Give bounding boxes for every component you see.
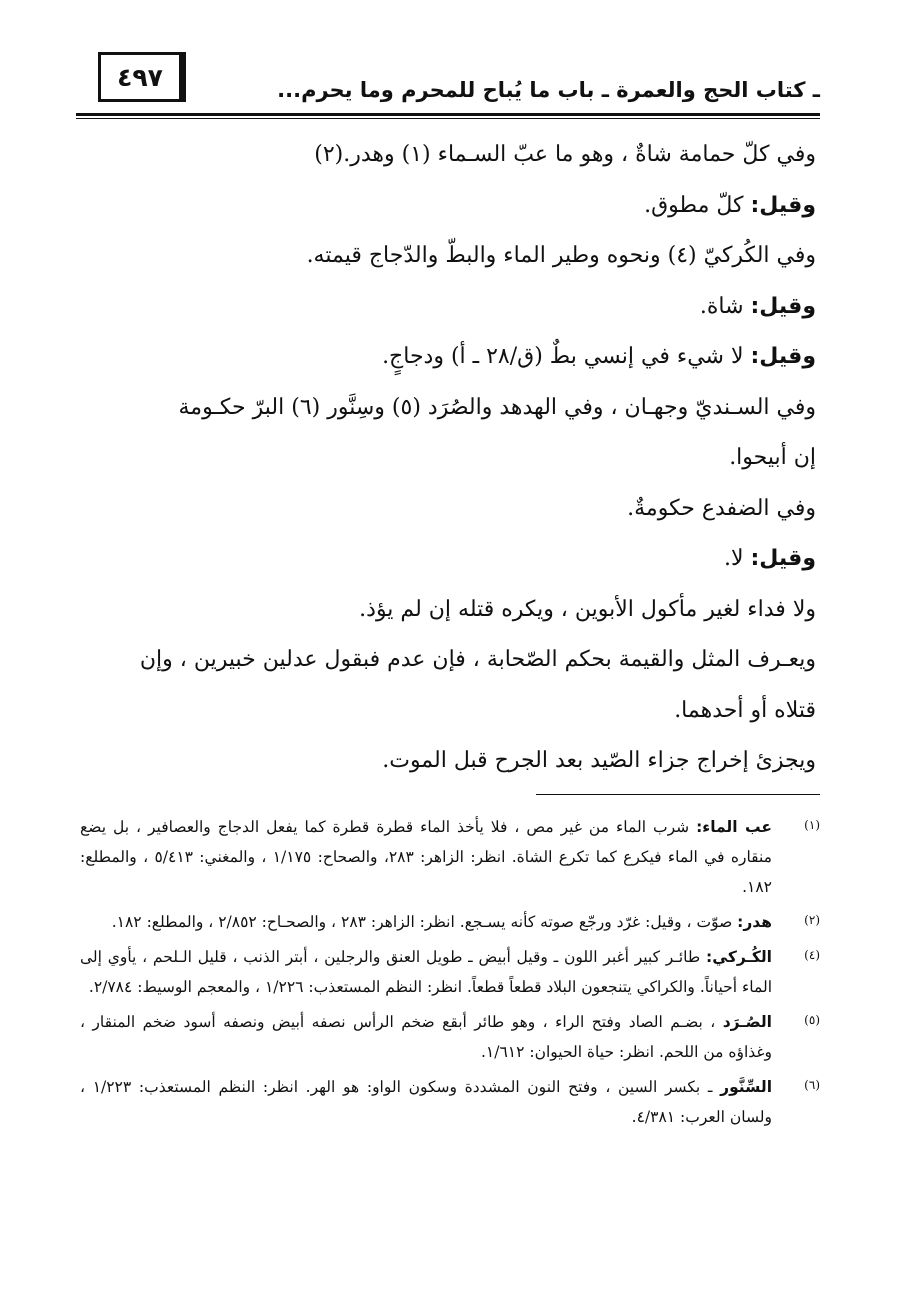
- footnote: [80, 907, 824, 937]
- footnote-number: (٦): [804, 1078, 820, 1092]
- footnote: [80, 1007, 824, 1067]
- running-header-title: ـ كتاب الحج والعمرة ـ باب ما يُباح للمحرم وما يحرم...: [277, 78, 820, 102]
- footnote-text: الكُـركي: طائـر كبير أغبر اللون ـ وقيل أبيض ـ طويل العنق والرجلين ، أبتر الذنب ، قليل الـلحم ، يأوي إلى الماء أحياناً. والكراكي يتنجعون البلاد قطعاً قطعاً. انظر: النظم المستعذب: ١/٢٢٦ ، والمعجم الوسيط: ٢/٧٨٤.: [80, 948, 772, 996]
- footnote-text: السِّنَّور ـ بكسر السين ، وفتح النون المشددة وسكون الواو: هو الهر. انظر: النظم المستعذب: ١/٢٢٣ ، ولسان العرب: ٤/٣٨١.: [80, 1078, 773, 1126]
- footnotes: [80, 812, 824, 1137]
- page-number-box: [98, 52, 182, 102]
- footnote-number: (٥): [804, 1013, 820, 1027]
- paragraph: وفي كلّ حمامة شاةٌ ، وهو ما عبّ السـماء (١) وهدر.(٢): [314, 142, 816, 167]
- paragraph: وقيل: لا شيء في إنسي بطٌ (ق/٢٨ ـ أ) ودجاجٍ.: [382, 344, 816, 369]
- paragraph: وفي الضفدع حكومةٌ.: [627, 495, 816, 521]
- footnote-text: هدر: صوّت ، وقيل: غرّد ورجّع صوته كأنه يسـجع. انظر: الزاهر: ٢٨٣ ، والصحـاح: ٢/٨٥٢ ، والمطلع: ١٨٢.: [111, 913, 772, 931]
- footnote: [80, 812, 824, 902]
- paragraph: قتلاه أو أحدهما.: [674, 697, 816, 723]
- paragraph: ويجزئ إخراج جزاء الصّيد بعد الجرح قبل الموت.: [382, 748, 816, 773]
- paragraph: ويعـرف المثل والقيمة بحكم الصّحابة ، فإن عدم فبقول عدلين خبيرين ، وإن: [139, 647, 816, 672]
- footnote: [80, 942, 824, 1002]
- paragraph: وقيل: شاة.: [699, 293, 816, 319]
- paragraph: وفي الكُركيّ (٤) ونحوه وطير الماء والبطّ والدّجاج قيمته.: [306, 243, 816, 268]
- paragraph: إن أبيحوا.: [729, 445, 816, 470]
- paragraph: وقيل: لا.: [723, 546, 816, 571]
- footnote-number: (١): [804, 818, 820, 832]
- paragraph: وفي السـنديّ وجهـان ، وفي الهدهد والصُرَد (٥) وسِنَّور (٦) البرّ حكـومة: [178, 394, 816, 420]
- paragraph: ولا فداء لغير مأكول الأبوين ، ويكره قتله إن لم يؤذ.: [359, 596, 816, 622]
- footnote-separator: [536, 794, 820, 795]
- header-rule: [76, 113, 820, 116]
- paragraph: وقيل: كلّ مطوق.: [644, 192, 816, 218]
- page-number: ٤٩٧: [117, 62, 163, 92]
- footnote: [80, 1072, 824, 1132]
- footnote-text: الصُـرَد ، بضـم الصاد وفتح الراء ، وهو طائر أبقع ضخم الرأس نصفه أبيض ونصفه أسود ضخم المنقار ، وغذاؤه من اللحم. انظر: حياة الحيوان: ١/٦١٢.: [80, 1013, 772, 1061]
- footnote-number: (٤): [804, 948, 820, 962]
- footnote-text: عب الماء: شرب الماء من غير مص ، فلا يأخذ الماء قطرة قطرة كما يفعل الدجاج والعصافير ، بل يضع منقاره في الماء فيكرع كما تكرع الشاة. انظر: الزاهر: ٢٨٣، والصحاح: ١/١٧٥ ، والمغني: ٥/٤١٣ ، والمطلع: ١٨٢.: [80, 818, 772, 896]
- main-text: [80, 130, 816, 787]
- footnote-number: (٢): [804, 913, 820, 927]
- header-rule-thin: [76, 118, 820, 119]
